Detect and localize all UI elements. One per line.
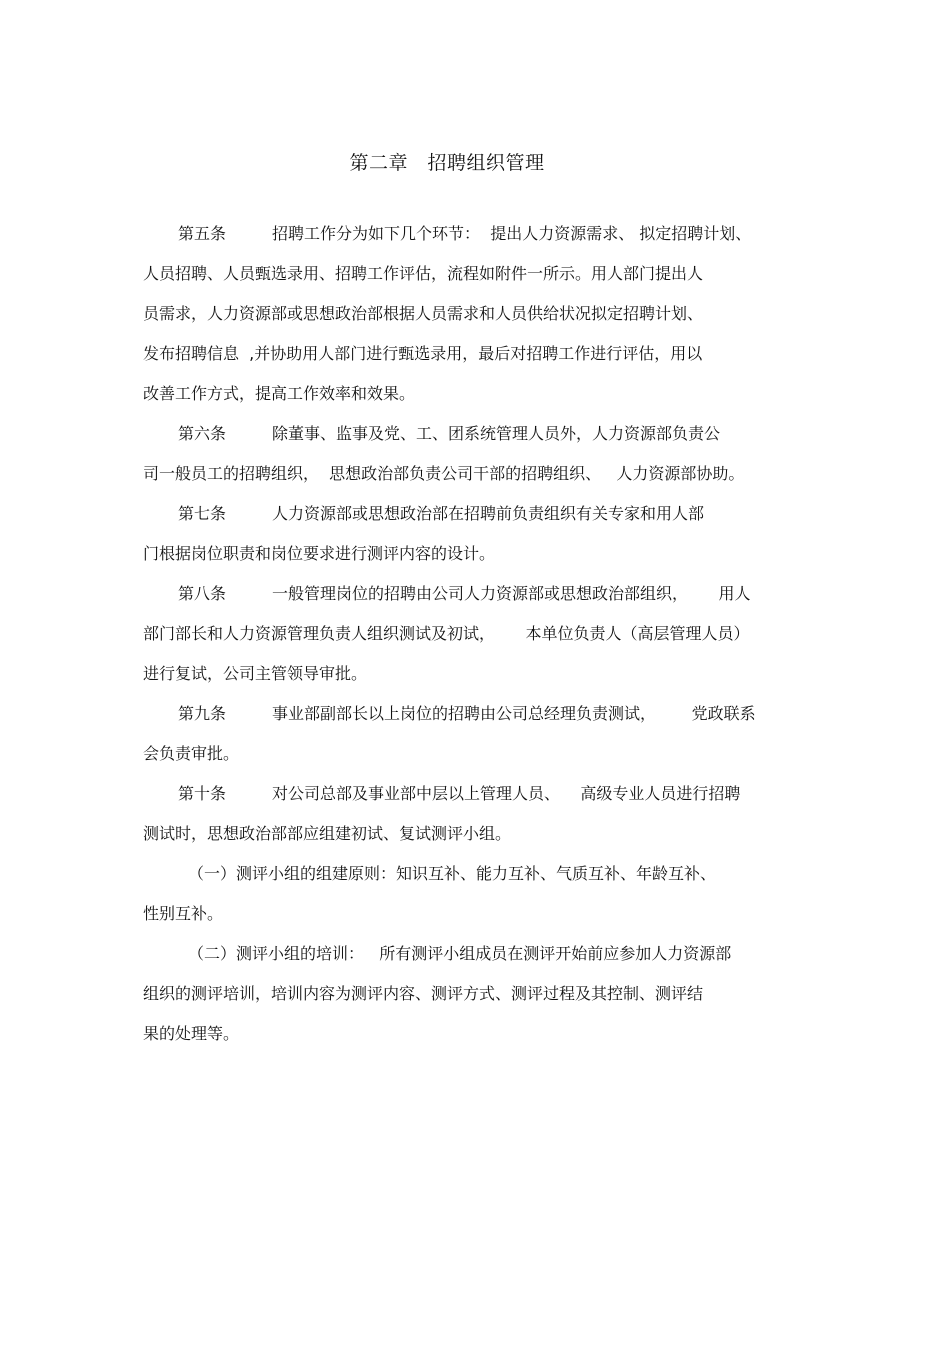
article-text: 司一般员工的招聘组织， 思想政治部负责公司干部的招聘组织、 人力资源部协助。 — [143, 464, 745, 483]
article-text: 除董事、监事及党、工、团系统管理人员外，人力资源部负责公 — [272, 424, 721, 443]
article-label: 第七条 — [178, 504, 227, 523]
article-7-first-line — [178, 504, 704, 524]
article-text: 部门部长和人力资源管理负责人组织测试及初试， 本单位负责人（高层管理人员） — [143, 624, 750, 643]
article-text: 会负责审批。 — [143, 744, 240, 763]
article-text: 人力资源部或思想政治部在招聘前负责组织有关专家和用人部 — [272, 504, 705, 523]
article-8-first-line — [178, 584, 751, 604]
article-label: 第九条 — [178, 704, 227, 723]
clause-text: 组织的测评培训，培训内容为测评内容、测评方式、测评过程及其控制、测评结 — [143, 984, 704, 1003]
clause-1-first-line: （一）测评小组的组建原则：知识互补、能力互补、气质互补、年龄互补、 — [188, 864, 717, 883]
article-10-first-line — [178, 784, 740, 804]
article-text: 一般管理岗位的招聘由公司人力资源部或思想政治部组织， 用人 — [272, 584, 751, 603]
article-9-first-line — [178, 704, 756, 724]
article-text: 进行复试，公司主管领导审批。 — [143, 664, 368, 683]
article-text: 事业部副部长以上岗位的招聘由公司总经理负责测试， 党政联系 — [272, 704, 756, 723]
clause-text: 性别互补。 — [143, 904, 224, 923]
article-text: 对公司总部及事业部中层以上管理人员、 高级专业人员进行招聘 — [272, 784, 741, 803]
article-6-first-line — [178, 424, 720, 444]
article-text: 发布招聘信息 ,并协助用人部门进行甄选录用，最后对招聘工作进行评估，用以 — [143, 344, 703, 363]
article-text: 门根据岗位职责和岗位要求进行测评内容的设计。 — [143, 544, 496, 563]
article-label: 第十条 — [178, 784, 227, 803]
article-label: 第八条 — [178, 584, 227, 603]
article-text: 测试时，思想政治部部应组建初试、复试测评小组。 — [143, 824, 512, 843]
article-text: 人员招聘、人员甄选录用、招聘工作评估，流程如附件一所示。用人部门提出人 — [143, 264, 704, 283]
article-text: 员需求，人力资源部或思想政治部根据人员需求和人员供给状况拟定招聘计划、 — [143, 304, 704, 323]
article-text: 招聘工作分为如下几个环节： 提出人力资源需求、 拟定招聘计划、 — [272, 224, 752, 243]
chapter-title: 第二章 招聘组织管理 — [349, 152, 545, 174]
article-label: 第五条 — [178, 224, 227, 243]
clause-text: 果的处理等。 — [143, 1024, 240, 1043]
article-label: 第六条 — [178, 424, 227, 443]
article-text: 改善工作方式，提高工作效率和效果。 — [143, 384, 416, 403]
article-5-first-line — [178, 224, 751, 244]
clause-2-first-line: （二）测评小组的培训： 所有测评小组成员在测评开始前应参加人力资源部 — [188, 944, 732, 963]
